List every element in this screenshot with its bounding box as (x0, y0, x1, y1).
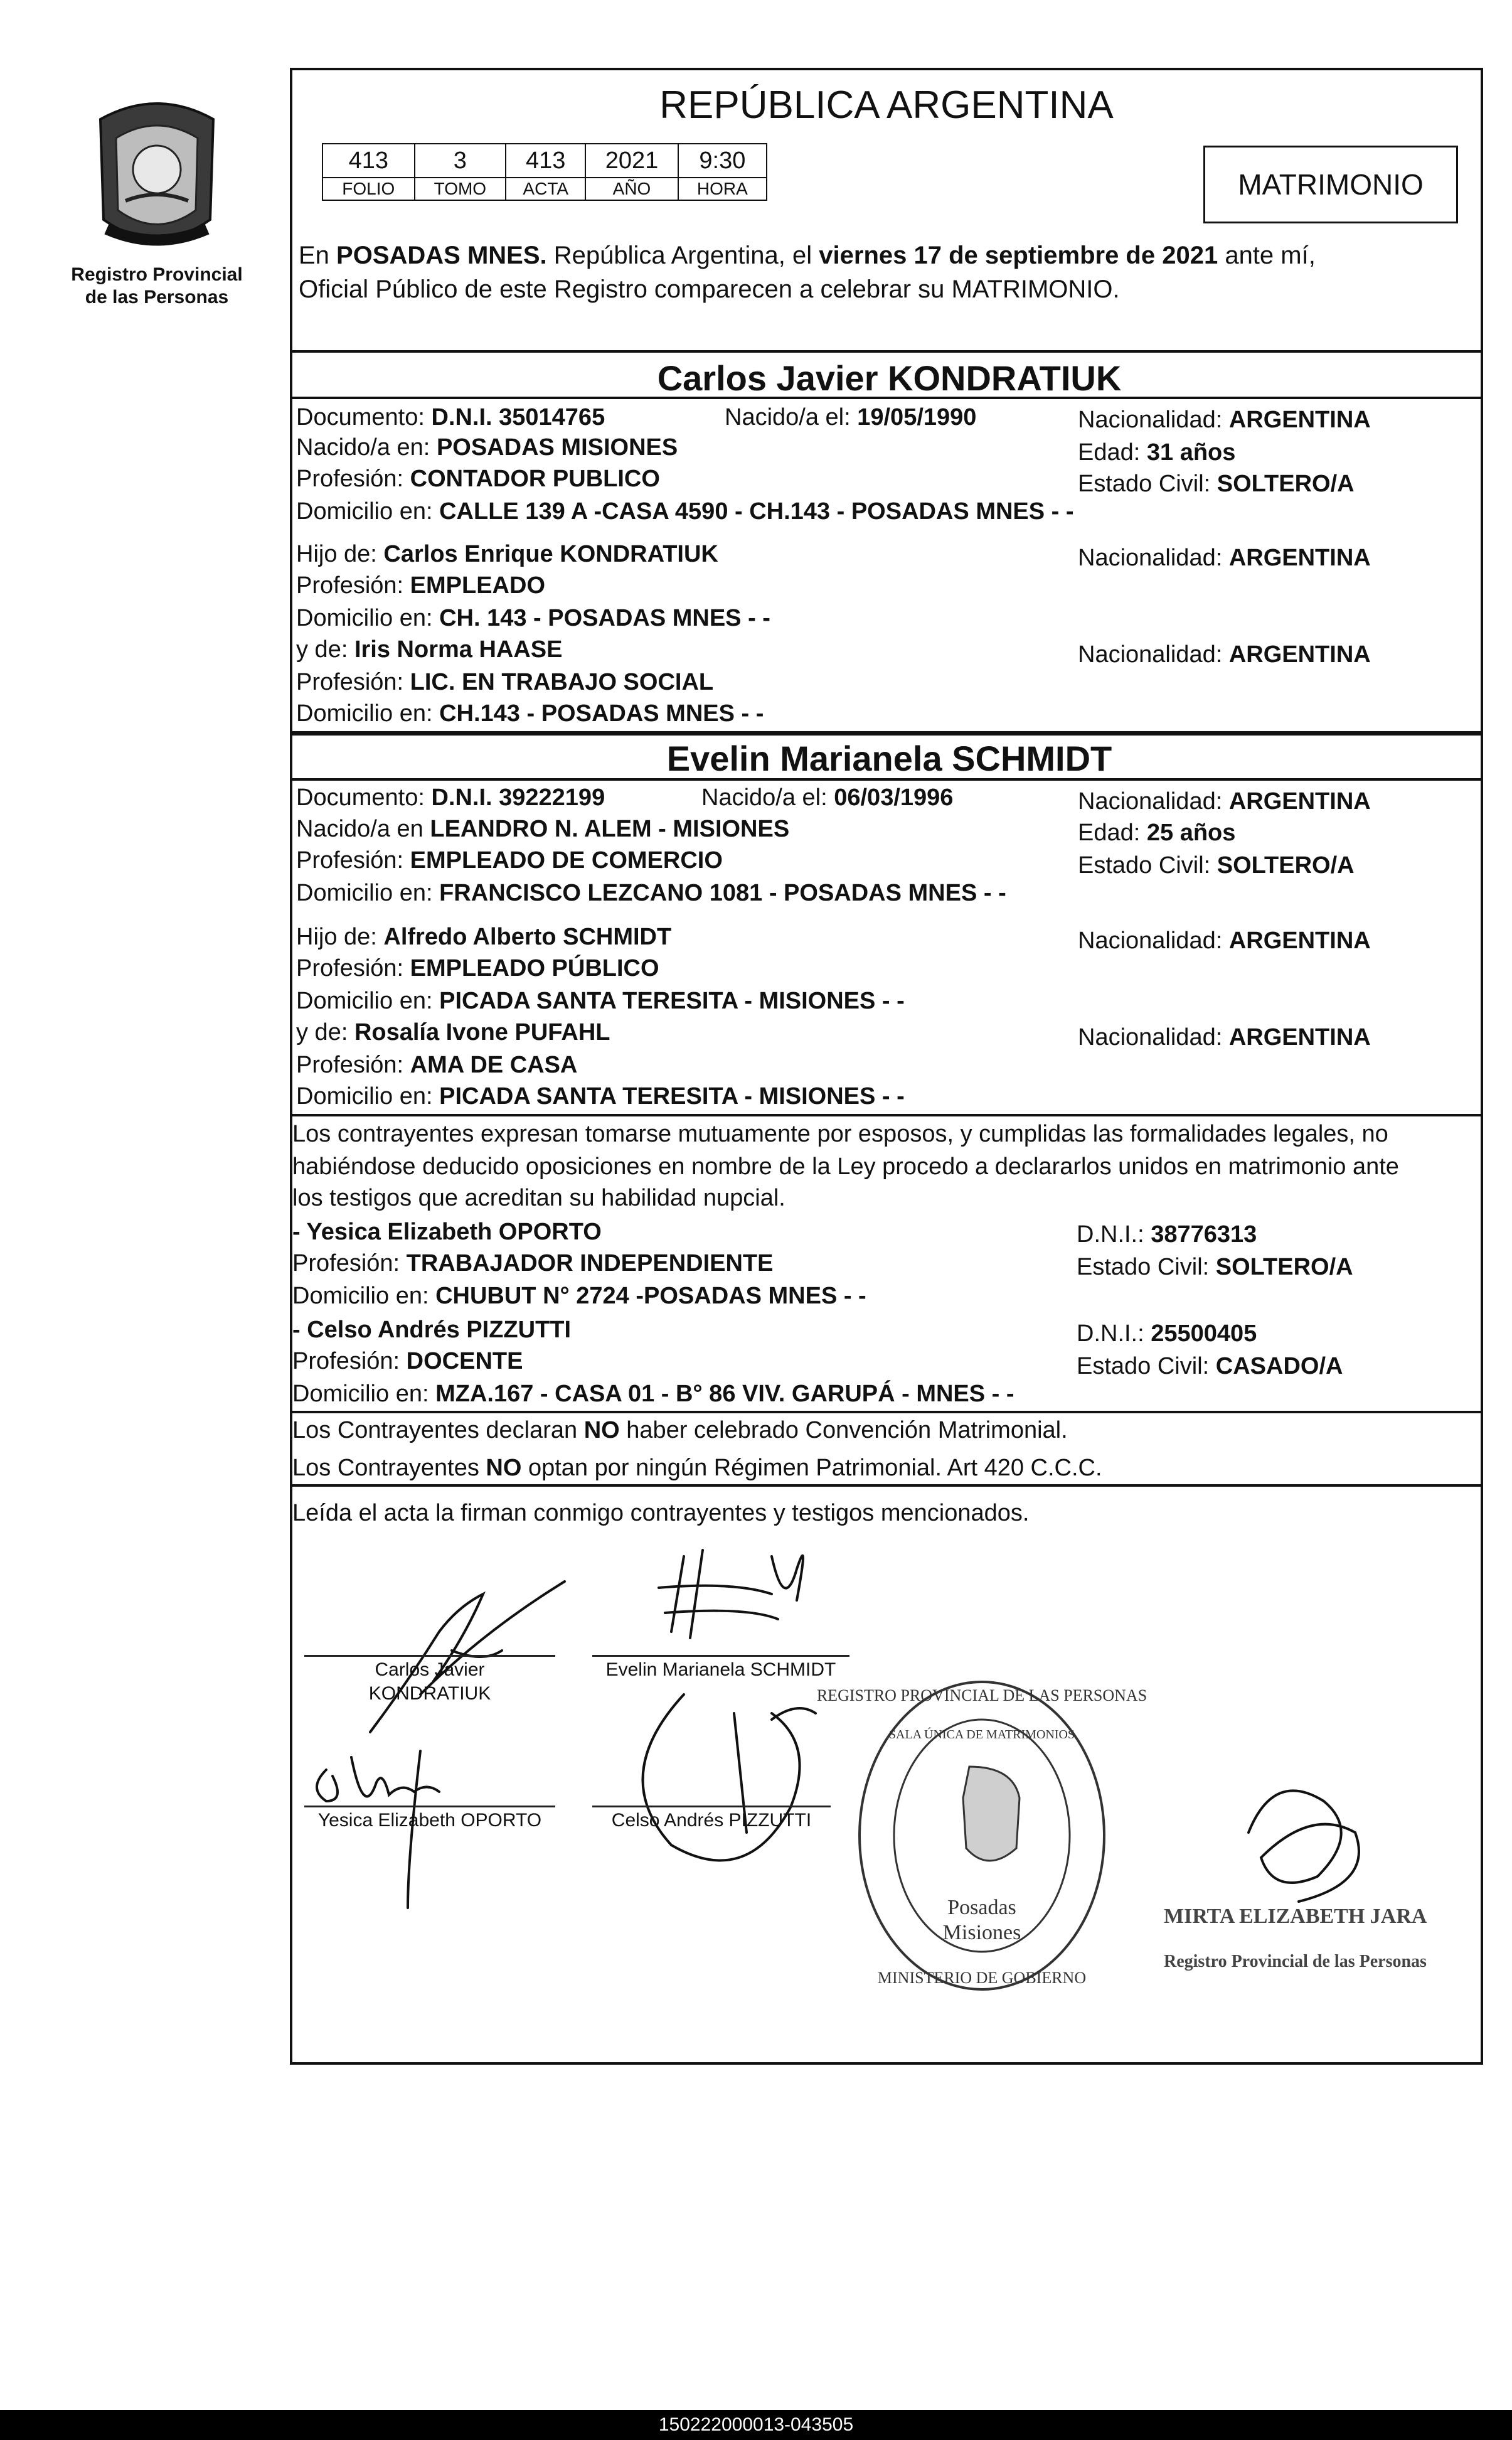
label: Estado Civil: (1078, 471, 1211, 497)
label: Nacionalidad: (1078, 928, 1223, 954)
intro-text: ante mí, (1218, 242, 1316, 269)
folio-label: FOLIO (322, 178, 415, 200)
convention-line1 (292, 1416, 1068, 1445)
convention-line2 (292, 1453, 1102, 1482)
value: DOCENTE (406, 1348, 523, 1374)
caption-line: Carlos Javier (375, 1659, 485, 1680)
divider (290, 733, 1483, 736)
value: SOLTERO/A (1217, 471, 1355, 497)
label: Documento: (296, 784, 425, 811)
divider (290, 1114, 1483, 1116)
label: Nacionalidad: (1078, 545, 1223, 571)
divider (290, 350, 1483, 353)
groom-mother-profession (296, 668, 713, 697)
bride-mother-address (296, 1082, 905, 1111)
hora-value: 9:30 (678, 144, 767, 178)
label: Domicilio en: (292, 1381, 429, 1407)
label: D.N.I.: (1077, 1320, 1144, 1347)
value: EMPLEADO DE COMERCIO (410, 847, 723, 874)
label: Profesión: (296, 466, 404, 492)
value: ARGENTINA (1228, 545, 1371, 571)
witness1-signature-line (304, 1806, 555, 1807)
acta-value: 413 (506, 144, 585, 178)
label: Nacido/a el: (725, 404, 851, 431)
label: Profesión: (292, 1348, 400, 1374)
caption-line: KONDRATIUK (368, 1683, 491, 1704)
witness2-dni (1077, 1319, 1257, 1348)
label: Domicilio en: (296, 498, 433, 525)
groom-father-profession (296, 571, 545, 600)
intro-date: viernes 17 de septiembre de 2021 (819, 242, 1218, 269)
label: Domicilio en: (292, 1283, 429, 1309)
groom-father-address (296, 604, 770, 633)
groom-mother (296, 635, 563, 664)
value: 19/05/1990 (857, 404, 977, 431)
value: LEANDRO N. ALEM - MISIONES (430, 816, 790, 842)
groom-name: Carlos Javier KONDRATIUK (657, 358, 1122, 398)
label: D.N.I.: (1077, 1221, 1144, 1248)
value: ARGENTINA (1228, 788, 1371, 815)
witness1-profession (292, 1249, 773, 1278)
value: FRANCISCO LEZCANO 1081 - POSADAS MNES - - (439, 880, 1006, 906)
groom-father (296, 540, 718, 569)
value: PICADA SANTA TERESITA - MISIONES - - (439, 1083, 905, 1110)
groom-mother-nationality (1078, 640, 1371, 669)
text: optan por ningún Régimen Patrimonial. Art 420 C.C.C. (521, 1455, 1102, 1481)
witness1-name: - Yesica Elizabeth OPORTO (292, 1219, 602, 1245)
bride-address (296, 879, 1006, 907)
intro-text: En (299, 242, 337, 269)
label: Edad: (1078, 439, 1141, 466)
groom-mother-address (296, 699, 764, 728)
label: Domicilio en: (296, 700, 433, 727)
value: ARGENTINA (1228, 407, 1371, 433)
logo-caption-line2: de las Personas (85, 287, 229, 308)
witness2-civil-status (1077, 1352, 1343, 1381)
stamp-center-1: Posadas (947, 1896, 1016, 1919)
stamp-outer-text: REGISTRO PROVINCIAL DE LAS PERSONAS (816, 1686, 1147, 1704)
value: D.N.I. 35014765 (431, 404, 605, 431)
bride-father-profession (296, 954, 659, 983)
value: Alfredo Alberto SCHMIDT (383, 924, 672, 950)
label: Profesión: (296, 1052, 404, 1078)
label: Profesión: (296, 955, 404, 982)
bride-nationality (1078, 787, 1371, 816)
intro-line2: Oficial Público de este Registro comparecen a celebrar su MATRIMONIO. (299, 276, 1120, 303)
bride-document (296, 783, 605, 812)
value: ARGENTINA (1228, 1024, 1371, 1051)
witness2-address (292, 1379, 1014, 1408)
province-seal-logo (82, 94, 232, 257)
label: Nacionalidad: (1078, 1024, 1223, 1051)
value: Carlos Enrique KONDRATIUK (383, 541, 718, 567)
registry-stamp (816, 1672, 1147, 1999)
label: Nacido/a en: (296, 434, 430, 461)
label: Domicilio en: (296, 1083, 433, 1110)
value: MZA.167 - CASA 01 - B° 86 VIV. GARUPÁ - MNES - - (435, 1381, 1014, 1407)
bride-mother-nationality (1078, 1023, 1371, 1052)
label: Nacido/a el: (701, 784, 828, 811)
bride-mother (296, 1018, 610, 1047)
bride-name: Evelin Marianela SCHMIDT (666, 739, 1112, 778)
label: Estado Civil: (1077, 1353, 1210, 1379)
label: Estado Civil: (1078, 852, 1211, 879)
doc-type-box: MATRIMONIO (1203, 146, 1458, 223)
value: CALLE 139 A -CASA 4590 - CH.143 - POSADAS MNES - - (439, 498, 1074, 525)
value: EMPLEADO (410, 572, 546, 599)
intro-place: POSADAS MNES. (336, 242, 547, 269)
label: Nacionalidad: (1078, 788, 1223, 815)
value: LIC. EN TRABAJO SOCIAL (410, 669, 714, 695)
stamp-center-2: Misiones (942, 1921, 1021, 1944)
text: Los Contrayentes declaran (292, 1417, 584, 1443)
value: AMA DE CASA (410, 1052, 578, 1078)
value: D.N.I. 39222199 (431, 784, 605, 811)
groom-birthdate (725, 403, 976, 432)
label: Profesión: (296, 847, 404, 874)
label: Documento: (296, 404, 425, 431)
witness1-signature-caption: Yesica Elizabeth OPORTO (317, 1810, 542, 1831)
anio-label: AÑO (585, 178, 678, 200)
label: Profesión: (292, 1250, 400, 1276)
groom-profession (296, 464, 660, 493)
value: CHUBUT N° 2724 -POSADAS MNES - - (435, 1283, 866, 1309)
closing-statement: Leída el acta la firman conmigo contrayentes y testigos mencionados. (292, 1500, 1030, 1526)
witness2-signature-caption: Celso Andrés PIZZUTTI (611, 1810, 812, 1831)
hora-label: HORA (678, 178, 767, 200)
label: Domicilio en: (296, 880, 433, 906)
label: y de: (296, 636, 348, 663)
intro-line1 (299, 240, 1478, 271)
anio-value: 2021 (585, 144, 678, 178)
value: ARGENTINA (1228, 641, 1371, 668)
groom-father-nationality (1078, 543, 1371, 572)
witness1-dni (1077, 1220, 1257, 1249)
witness2-name: - Celso Andrés PIZZUTTI (292, 1317, 572, 1343)
value: Iris Norma HAASE (354, 636, 563, 663)
emphasis: NO (583, 1417, 620, 1443)
label: Estado Civil: (1077, 1254, 1210, 1280)
label: Profesión: (296, 669, 404, 695)
bride-mother-profession (296, 1051, 577, 1079)
groom-address (296, 497, 1074, 526)
witness1-address (292, 1282, 866, 1310)
declaration-line3: los testigos que acreditan su habilidad nupcial. (292, 1185, 785, 1211)
groom-signature-line (304, 1655, 555, 1657)
logo-caption-line1: Registro Provincial (71, 264, 243, 285)
emphasis: NO (486, 1455, 522, 1481)
bride-profession (296, 846, 723, 875)
label: Profesión: (296, 572, 404, 599)
stamp-bottom-text: MINISTERIO DE GOBIERNO (877, 1969, 1087, 1987)
divider (290, 1484, 1483, 1487)
bride-birthplace (296, 815, 789, 843)
value: CASADO/A (1215, 1353, 1343, 1379)
value: Rosalía Ivone PUFAHL (354, 1019, 610, 1046)
declaration-line1: Los contrayentes expresan tomarse mutuamente por esposos, y cumplidas las formalidades legales, no (292, 1121, 1388, 1147)
label: Domicilio en: (296, 605, 433, 631)
folio-value: 413 (322, 144, 415, 178)
value: CH.143 - POSADAS MNES - - (439, 700, 764, 727)
label: Nacionalidad: (1078, 641, 1223, 668)
witness2-profession (292, 1347, 523, 1376)
value: PICADA SANTA TERESITA - MISIONES - - (439, 988, 905, 1014)
label: Nacionalidad: (1078, 407, 1223, 433)
groom-civil-status (1078, 469, 1355, 498)
value: 25500405 (1151, 1320, 1257, 1347)
value: ARGENTINA (1228, 928, 1371, 954)
divider (290, 1411, 1483, 1413)
witness1-civil-status (1077, 1253, 1353, 1282)
declaration-line2: habiéndose deducido oposiciones en nombre de la Ley procedo a declararlos unidos en matrimonio ante (292, 1153, 1399, 1180)
intro-text: República Argentina, el (546, 242, 819, 269)
value: 38776313 (1151, 1221, 1257, 1248)
groom-document (296, 403, 605, 432)
text: Los Contrayentes (292, 1455, 486, 1481)
stamp-inner-text: SALA ÚNICA DE MATRIMONIOS (888, 1728, 1075, 1742)
label: Edad: (1078, 820, 1141, 846)
value: CONTADOR PUBLICO (410, 466, 660, 492)
groom-age (1078, 438, 1235, 467)
official-name: MIRTA ELIZABETH JARA (1164, 1905, 1427, 1928)
value: TRABAJADOR INDEPENDIENTE (406, 1250, 774, 1276)
value: POSADAS MISIONES (436, 434, 678, 461)
value: SOLTERO/A (1215, 1254, 1353, 1280)
value: 25 años (1146, 820, 1236, 846)
value: 31 años (1146, 439, 1236, 466)
groom-birthplace (296, 433, 678, 462)
value: CH. 143 - POSADAS MNES - - (439, 605, 770, 631)
value: 06/03/1996 (834, 784, 954, 811)
registry-table (322, 143, 767, 201)
label: Domicilio en: (296, 988, 433, 1014)
logo-caption (56, 264, 257, 309)
label: y de: (296, 1019, 348, 1046)
groom-nationality (1078, 405, 1371, 434)
text: haber celebrado Convención Matrimonial. (619, 1417, 1068, 1443)
tomo-label: TOMO (415, 178, 506, 200)
bride-signature-line (592, 1655, 849, 1657)
witness2-signature-line (592, 1806, 831, 1807)
bride-father (296, 923, 671, 951)
footer-code: 150222000013-043505 (658, 2414, 854, 2435)
bride-father-address (296, 987, 905, 1015)
label: Nacido/a en (296, 816, 423, 842)
bride-civil-status (1078, 851, 1355, 880)
bride-birthdate (701, 783, 953, 812)
value: SOLTERO/A (1217, 852, 1355, 879)
label: Hijo de: (296, 924, 377, 950)
official-title: Registro Provincial de las Personas (1164, 1952, 1427, 1971)
tomo-value: 3 (415, 144, 506, 178)
bride-age (1078, 818, 1235, 847)
document-title: REPÚBLICA ARGENTINA (659, 83, 1114, 127)
groom-signature-caption (304, 1658, 555, 1706)
label: Hijo de: (296, 541, 377, 567)
bride-signature-caption: Evelin Marianela SCHMIDT (605, 1659, 836, 1680)
value: EMPLEADO PÚBLICO (410, 955, 659, 982)
bride-father-nationality (1078, 926, 1371, 955)
acta-label: ACTA (506, 178, 585, 200)
